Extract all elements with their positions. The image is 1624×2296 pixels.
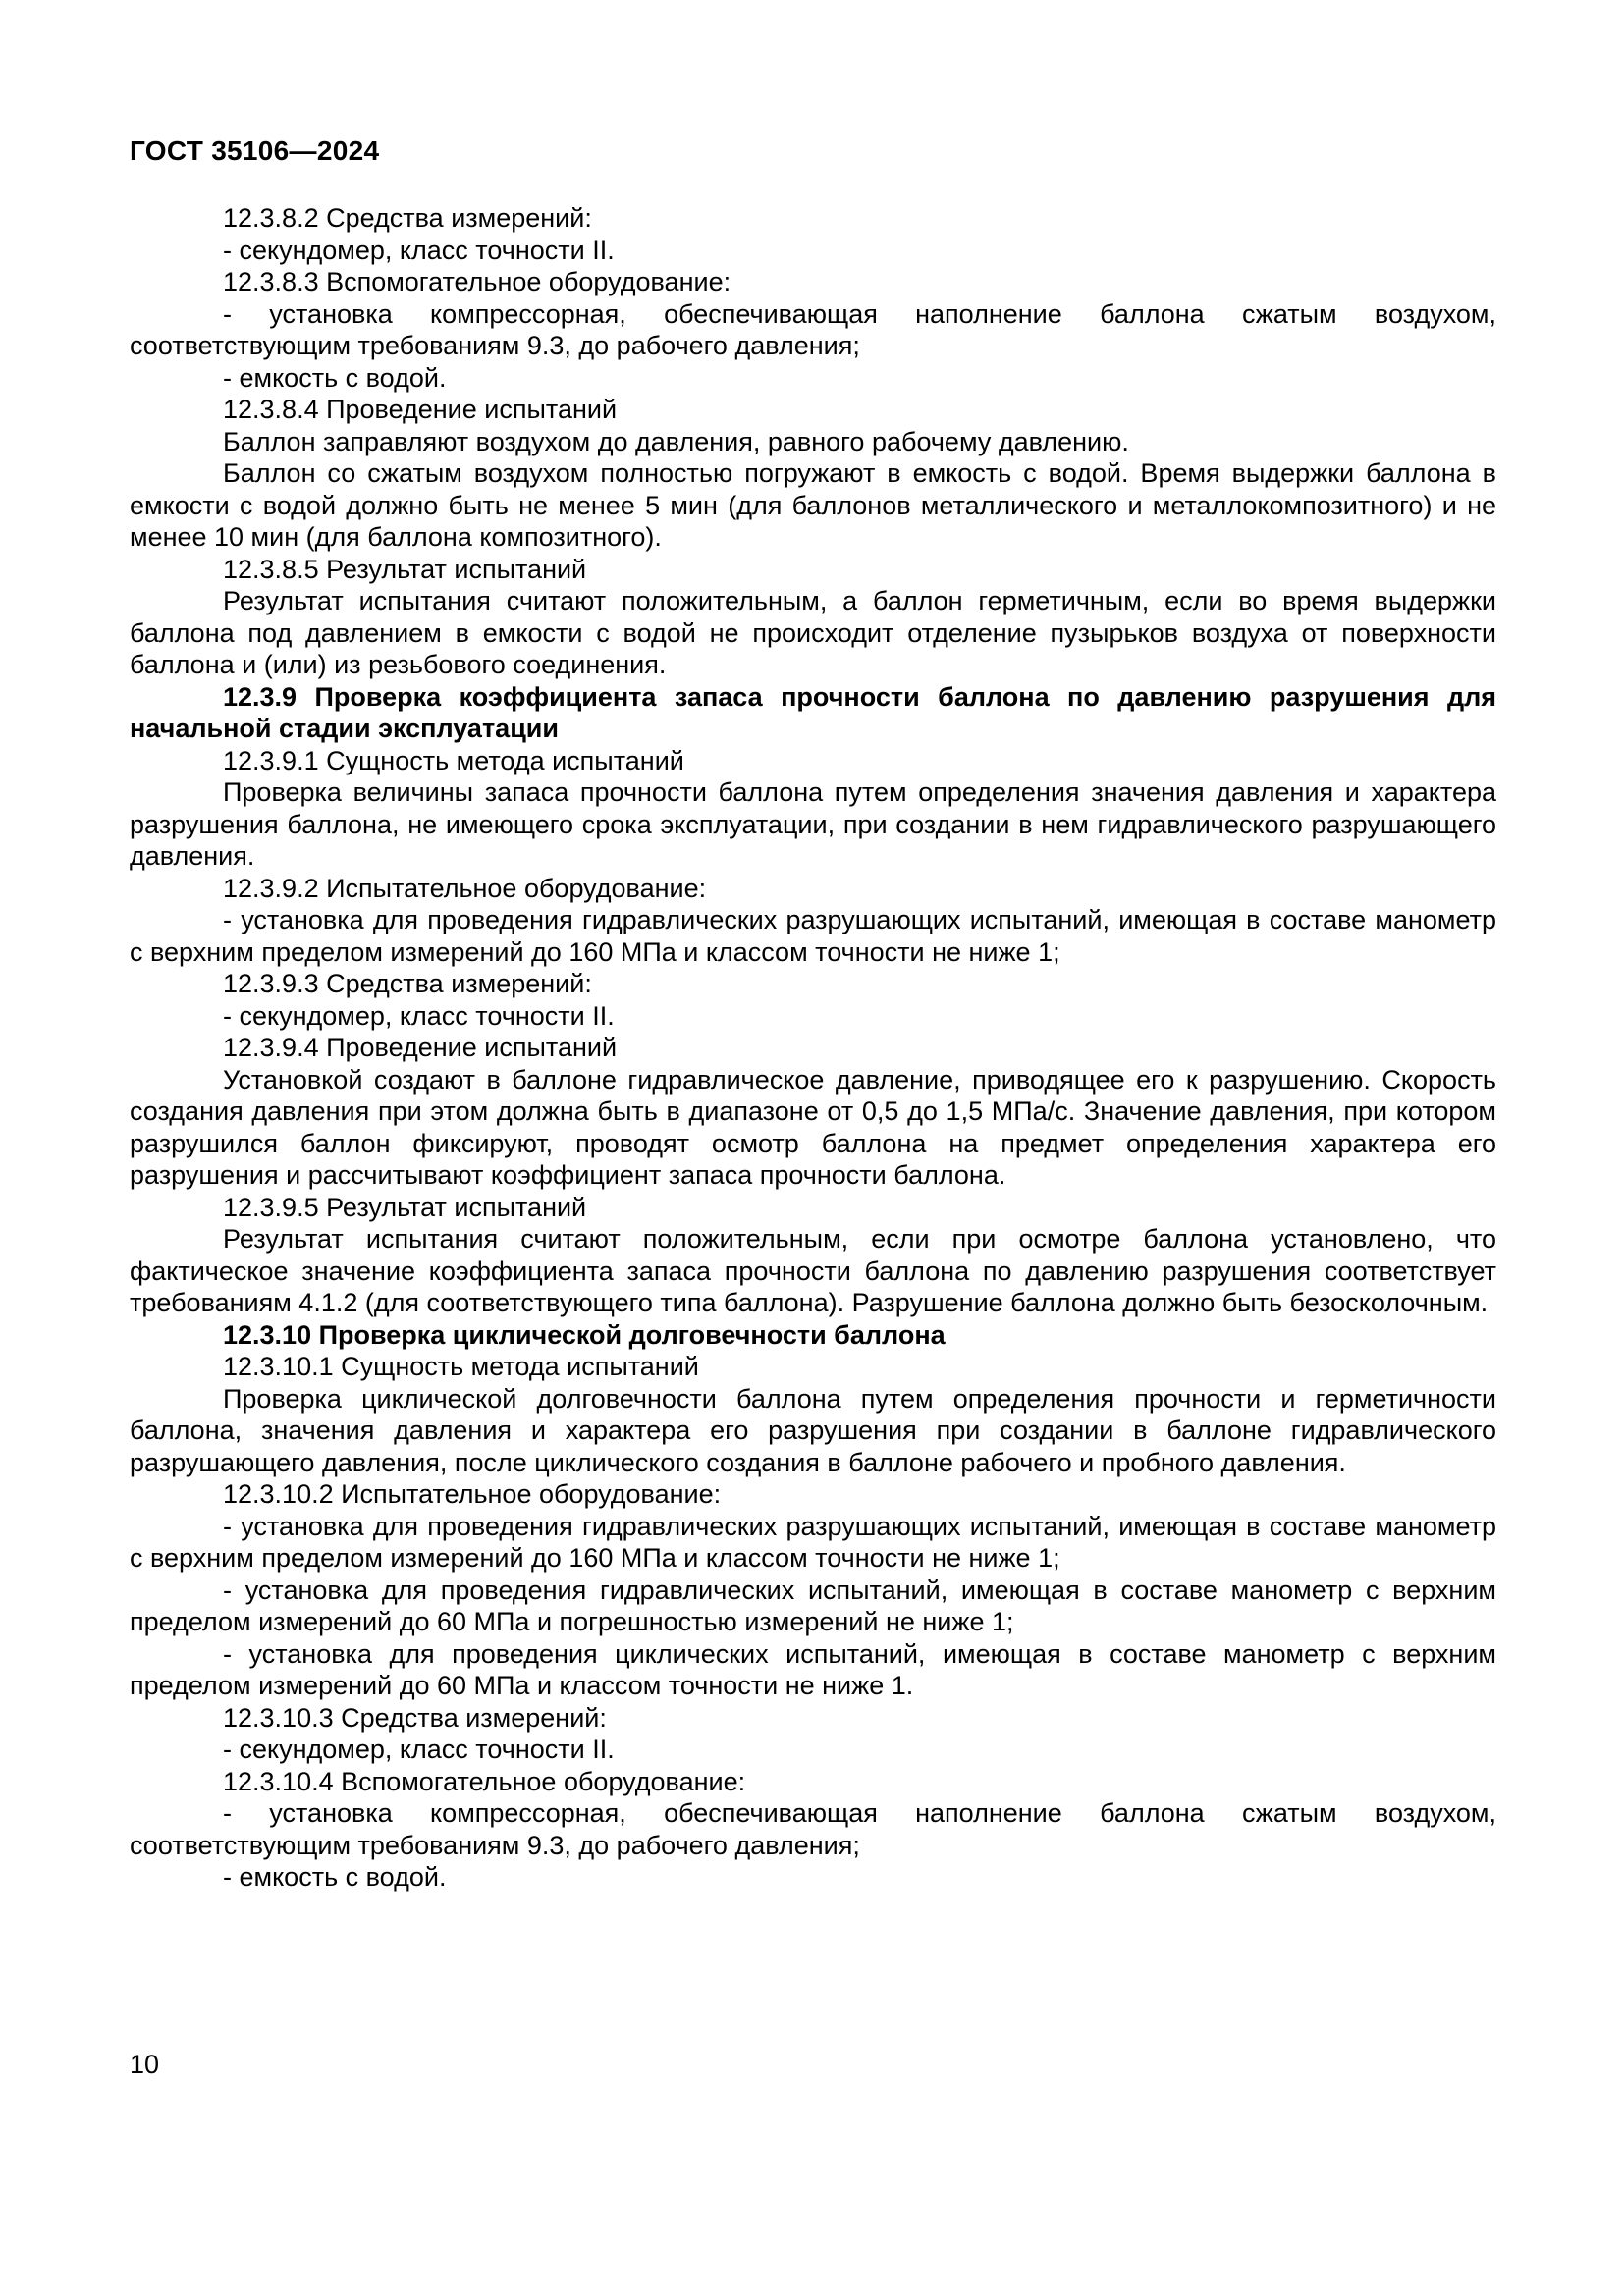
paragraph: - установка компрессорная, обеспечивающая наполнение баллона сжатым воздухом, соответствующим требованиям 9.3, до рабочего давления; <box>130 298 1496 360</box>
paragraph: Результат испытания считают положительным, если при осмотре баллона установлено, что фактическое значение коэффициента запаса прочности баллона по давлению разрушения соответствует требованиям 4.1.2 (для соответствующего типа баллона). Разрушение баллона должно быть безосколочным. <box>130 1224 1496 1317</box>
paragraph: - секундомер, класс точности II. <box>223 1735 615 1764</box>
paragraph: 12.3.8.3 Вспомогательное оборудование: <box>223 267 731 296</box>
paragraph: 12.3.9.4 Проведение испытаний <box>223 1033 618 1062</box>
paragraph: 12.3.10.2 Испытательное оборудование: <box>223 1479 722 1509</box>
paragraph: - емкость с водой. <box>223 1862 447 1892</box>
paragraph: 12.3.9.3 Средства измерений: <box>223 969 592 998</box>
paragraph: 12.3.8.5 Результат испытаний <box>223 554 587 584</box>
paragraph: 12.3.9.2 Испытательное оборудование: <box>223 873 707 903</box>
document-header: ГОСТ 35106—2024 <box>130 135 380 166</box>
section-heading: 12.3.10 Проверка циклической долговечности баллона <box>223 1319 946 1350</box>
paragraph: - секундомер, класс точности II. <box>223 1000 615 1031</box>
paragraph: - установка для проведения гидравлических испытаний, имеющая в составе манометр с верхним пределом измерений до 60 МПа и погрешностью измерений не ниже 1; <box>130 1575 1496 1636</box>
paragraph: 12.3.8.2 Средства измерений: <box>223 203 592 233</box>
paragraph: 12.3.9.1 Сущность метода испытаний <box>223 745 684 775</box>
paragraph: 12.3.8.4 Проведение испытаний <box>223 395 618 424</box>
paragraph: - секундомер, класс точности II. <box>223 235 615 265</box>
paragraph: 12.3.10.1 Сущность метода испытаний <box>223 1352 699 1381</box>
paragraph: Баллон со сжатым воздухом полностью погружают в емкость с водой. Время выдержки баллона в емкости с водой должно быть не менее 5 мин (для баллонов металлического и металлокомпозитного) и не менее 10 мин (для баллона композитного). <box>130 458 1496 552</box>
paragraph: 12.3.9.5 Результат испытаний <box>223 1192 587 1222</box>
paragraph: Проверка величины запаса прочности баллона путем определения значения давления и характера разрушения баллона, не имеющего срока эксплуатации, при создании в нем гидравлического разрушающего давления. <box>130 777 1496 871</box>
paragraph: Баллон заправляют воздухом до давления, равного рабочему давлению. <box>223 426 1129 456</box>
paragraph: - емкость с водой. <box>223 362 447 393</box>
paragraph: - установка для проведения циклических испытаний, имеющая в составе манометр с верхним пределом измерений до 60 МПа и классом точности не ниже 1. <box>130 1638 1496 1700</box>
paragraph: - установка компрессорная, обеспечивающая наполнение баллона сжатым воздухом, соответствующим требованиям 9.3, до рабочего давления; <box>130 1798 1496 1860</box>
paragraph: 12.3.10.3 Средства измерений: <box>223 1702 607 1733</box>
document-body <box>130 202 1496 1894</box>
paragraph: - установка для проведения гидравлических разрушающих испытаний, имеющая в составе манометр с верхним пределом измерений до 160 МПа и классом точности не ниже 1; <box>130 1511 1496 1573</box>
paragraph: Результат испытания считают положительным, а баллон герметичным, если во время выдержки баллона под давлением в емкости с водой не происходит отделение пузырьков воздуха от поверхности баллона и (или) из резьбового соединения. <box>130 586 1496 679</box>
paragraph: Проверка циклической долговечности баллона путем определения прочности и герметичности баллона, значения давления и характера его разрушения при создании в баллоне гидравлического разрушающего давления, после циклического создания в баллоне рабочего и пробного давления. <box>130 1383 1496 1477</box>
section-heading: 12.3.9 Проверка коэффициента запаса прочности баллона по давлению разрушения для начальной стадии эксплуатации <box>130 681 1496 743</box>
page-number: 10 <box>130 2050 160 2079</box>
paragraph: 12.3.10.4 Вспомогательное оборудование: <box>223 1766 746 1796</box>
paragraph: - установка для проведения гидравлических разрушающих испытаний, имеющая в составе манометр с верхним пределом измерений до 160 МПа и классом точности не ниже 1; <box>130 905 1496 967</box>
paragraph: Установкой создают в баллоне гидравлическое давление, приводящее его к разрушению. Скорость создания давления при этом должна быть в диапазоне от 0,5 до 1,5 МПа/с. Значение давления, при котором разрушился баллон фиксируют, проводят осмотр баллона на предмет определения характера его разрушения и рассчитывают коэффициент запаса прочности баллона. <box>130 1064 1496 1190</box>
